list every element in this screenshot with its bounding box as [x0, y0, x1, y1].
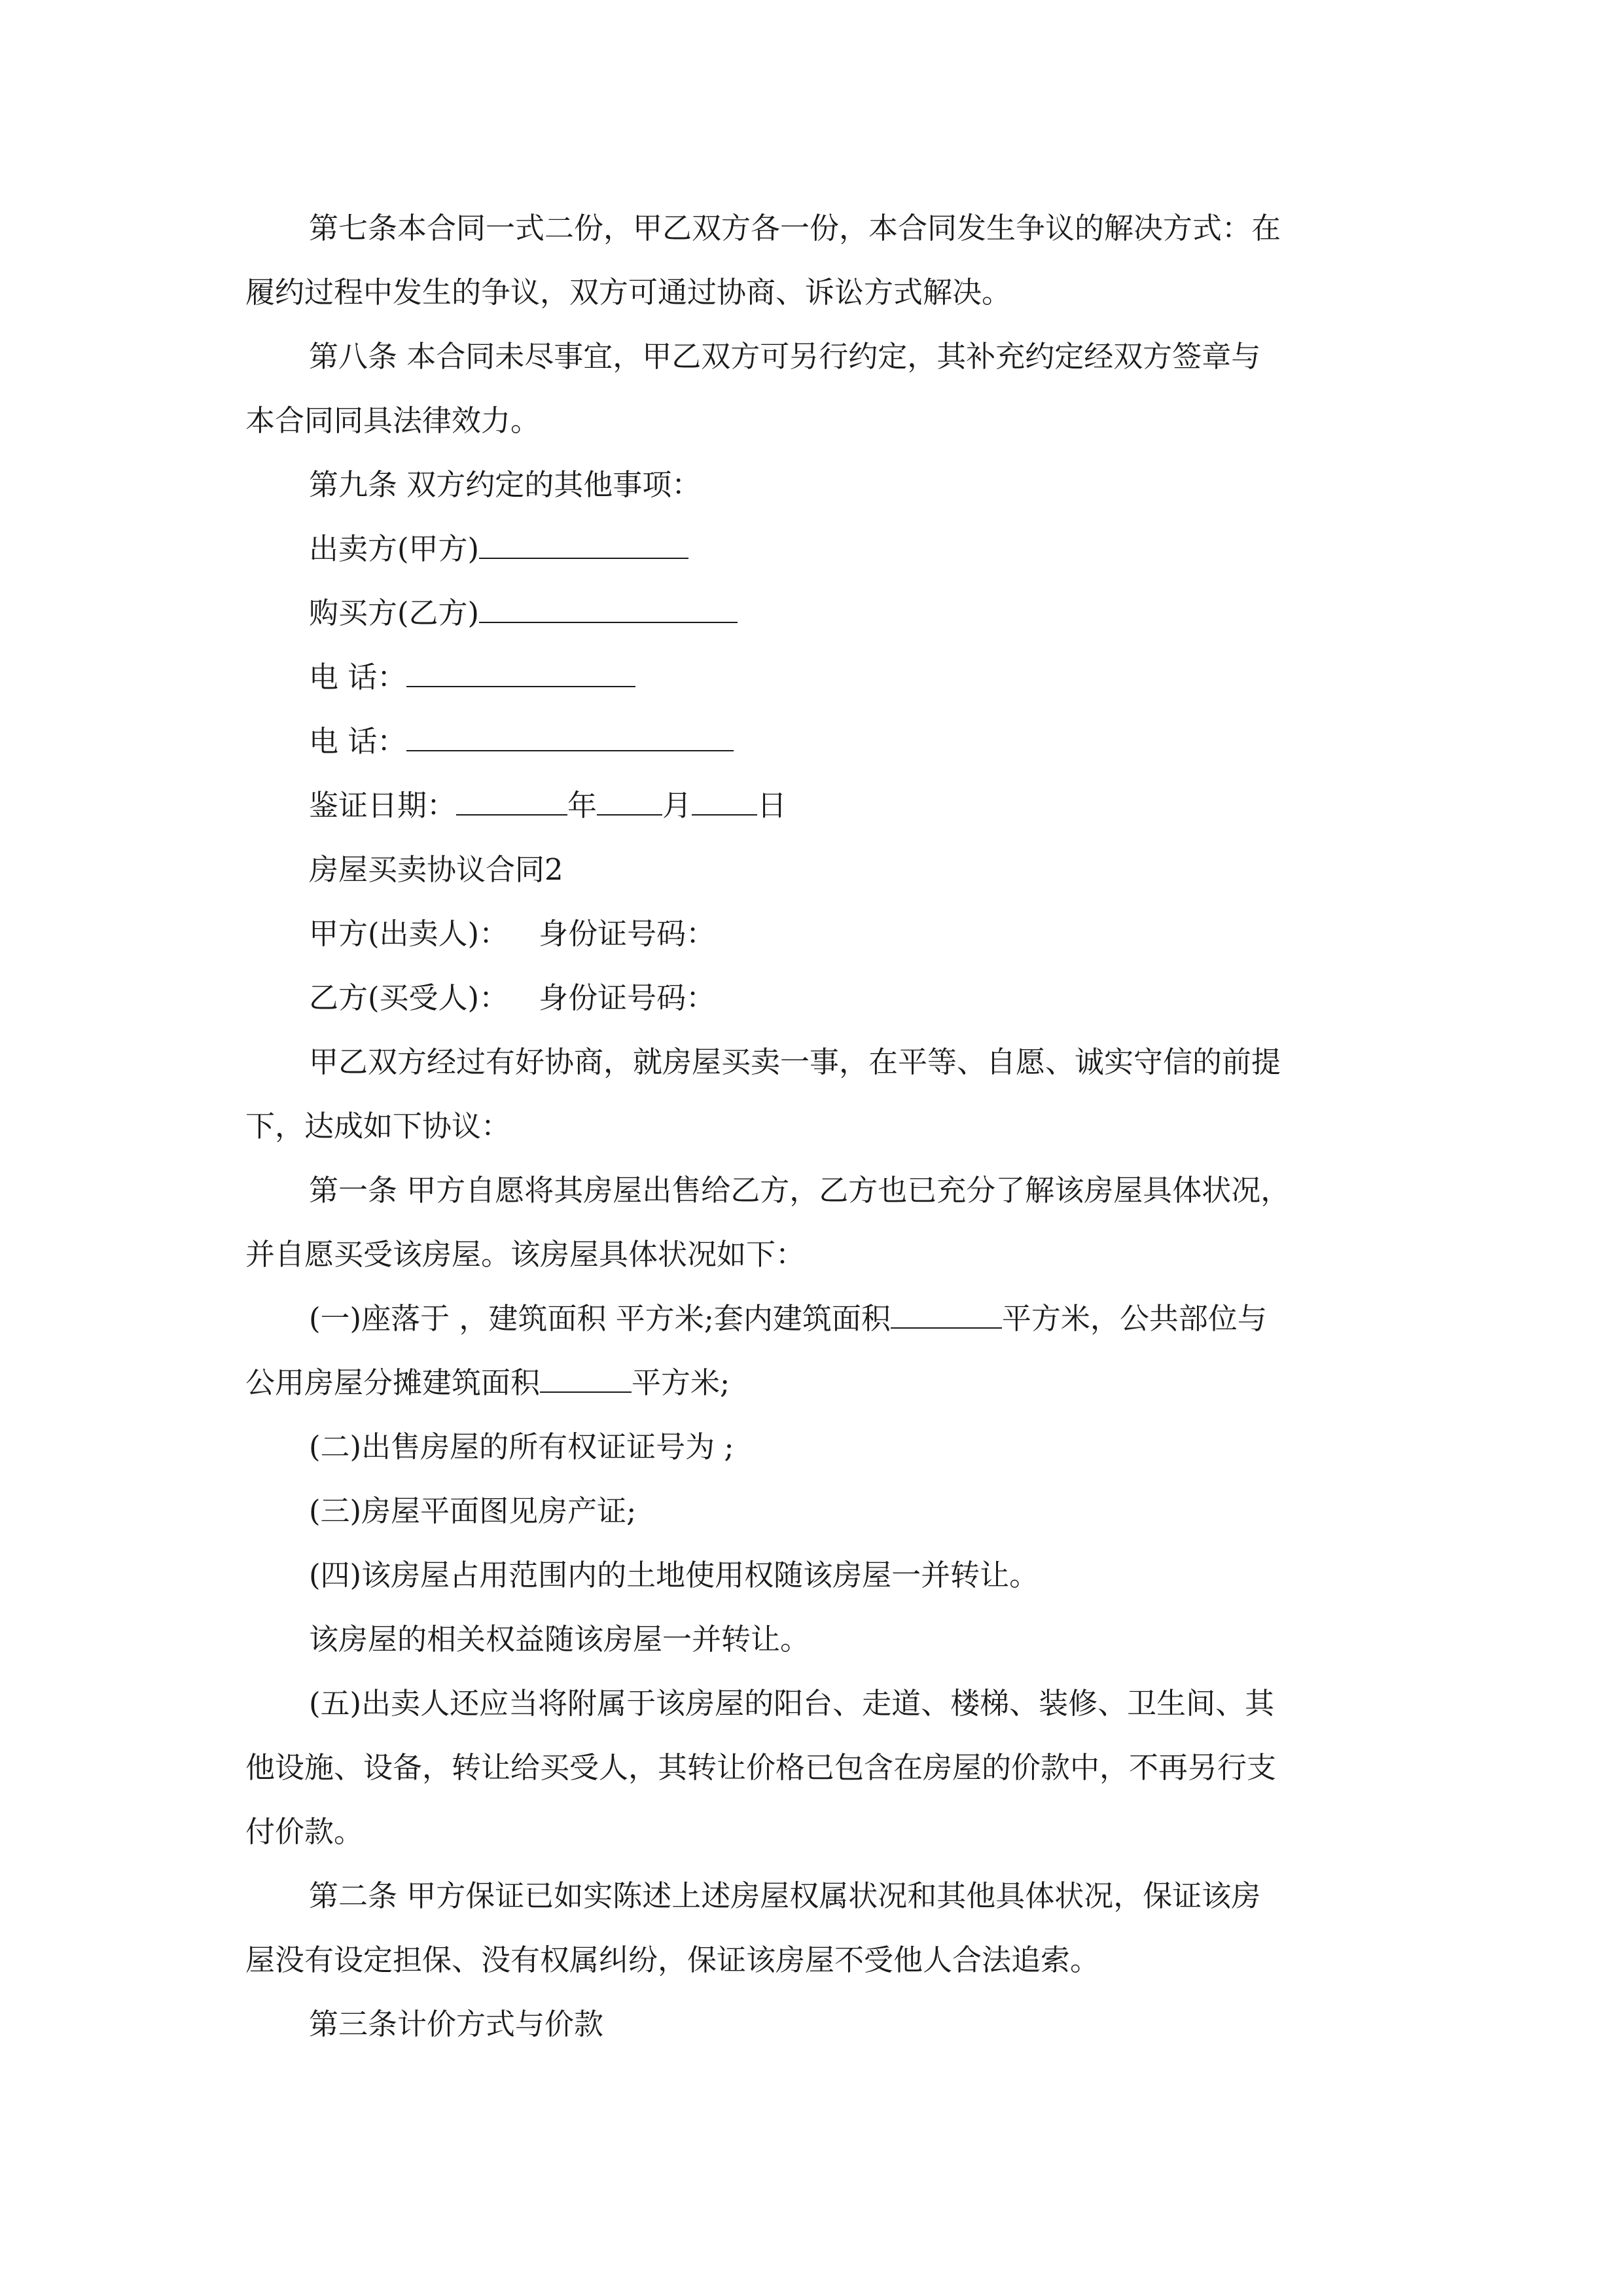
date-day: 日: [757, 788, 787, 823]
item-1-text-b: 平方米，公共部位与: [1001, 1301, 1267, 1336]
date-day-blank: [692, 788, 757, 816]
inner-area-blank: [891, 1301, 1002, 1329]
article-3: 第三条计价方式与价款: [309, 2007, 604, 2041]
article-2-line-1: 第二条 甲方保证已如实陈述上述房屋权属状况和其他具体状况，保证该房: [309, 1878, 1261, 1913]
contract-2-title: 房屋买卖协议合同2: [309, 852, 563, 887]
buyer-blank: [479, 596, 738, 623]
date-month-blank: [597, 788, 662, 816]
article-7-line-2: 履约过程中发生的争议，双方可通过协商、诉讼方式解决。: [245, 275, 1012, 310]
rights-transfer: 该房屋的相关权益随该房屋一并转让。: [309, 1622, 810, 1657]
shared-area-blank: [540, 1365, 632, 1393]
item-5-line-1: (五)出卖人还应当将附属于该房屋的阳台、走道、楼梯、装修、卫生间、其: [309, 1686, 1275, 1721]
item-1-text-a: (一)座落于 ，建筑面积 平方米;套内建筑面积: [309, 1301, 891, 1336]
phone-line-1: [245, 645, 1381, 709]
phone-blank-2: [406, 724, 734, 751]
phone-blank-1: [406, 660, 635, 687]
party-b-label: 乙方(买受人)：: [309, 980, 509, 1015]
seller-blank: [479, 531, 688, 559]
seller-label: 出卖方(甲方): [309, 531, 480, 566]
article-1-line-1: 第一条 甲方自愿将其房屋出售给乙方，乙方也已充分了解该房屋具体状况，: [309, 1173, 1291, 1208]
date-month: 月: [662, 788, 692, 823]
buyer-label: 购买方(乙方): [309, 596, 480, 630]
phone-label-2: 电 话：: [309, 724, 407, 759]
item-1-text-d: 平方米;: [632, 1365, 730, 1400]
party-a-id-label: 身份证号码：: [539, 916, 716, 951]
phone-line-2: [245, 709, 1381, 774]
intro-line-1: 甲乙双方经过有好协商，就房屋买卖一事，在平等、自愿、诚实守信的前提: [309, 1045, 1281, 1079]
seller-signature-line: [245, 517, 1381, 581]
document-body: [245, 196, 1381, 2056]
date-year-blank: [456, 788, 567, 816]
article-8-line-1: 第八条 本合同未尽事宜，甲乙双方可另行约定，其补充约定经双方签章与: [309, 339, 1261, 374]
item-1-line-1: [245, 1287, 1381, 1351]
party-b-id-label: 身份证号码：: [539, 980, 716, 1015]
buyer-signature-line: [245, 581, 1381, 645]
item-1-text-c: 公用房屋分摊建筑面积: [245, 1365, 541, 1400]
date-line: [245, 774, 1381, 838]
item-5-line-2: 他设施、设备，转让给买受人，其转让价格已包含在房屋的价款中，不再另行支: [245, 1750, 1277, 1785]
item-2: (二)出售房屋的所有权证证号为 ;: [309, 1429, 734, 1464]
intro-line-2: 下，达成如下协议：: [245, 1109, 511, 1143]
party-a-label: 甲方(出卖人)：: [309, 916, 509, 951]
date-year: 年: [567, 788, 597, 823]
party-a-line: [245, 902, 1381, 966]
item-3: (三)房屋平面图见房产证;: [309, 1494, 637, 1528]
item-5-line-3: 付价款。: [245, 1814, 364, 1849]
article-2-line-2: 屋没有设定担保、没有权属纠纷，保证该房屋不受他人合法追索。: [245, 1943, 1100, 1977]
article-8-line-2: 本合同同具法律效力。: [245, 403, 541, 438]
article-7-line-1: 第七条本合同一式二份，甲乙双方各一份，本合同发生争议的解决方式：在: [309, 211, 1281, 245]
date-label: 鉴证日期：: [309, 788, 457, 823]
party-b-line: [245, 966, 1381, 1030]
item-1-line-2: [245, 1351, 1381, 1415]
item-4: (四)该房屋占用范围内的土地使用权随该房屋一并转让。: [309, 1558, 1039, 1592]
article-1-line-2: 并自愿买受该房屋。该房屋具体状况如下：: [245, 1237, 806, 1272]
article-9: 第九条 双方约定的其他事项：: [309, 467, 702, 502]
phone-label-1: 电 话：: [309, 660, 407, 694]
